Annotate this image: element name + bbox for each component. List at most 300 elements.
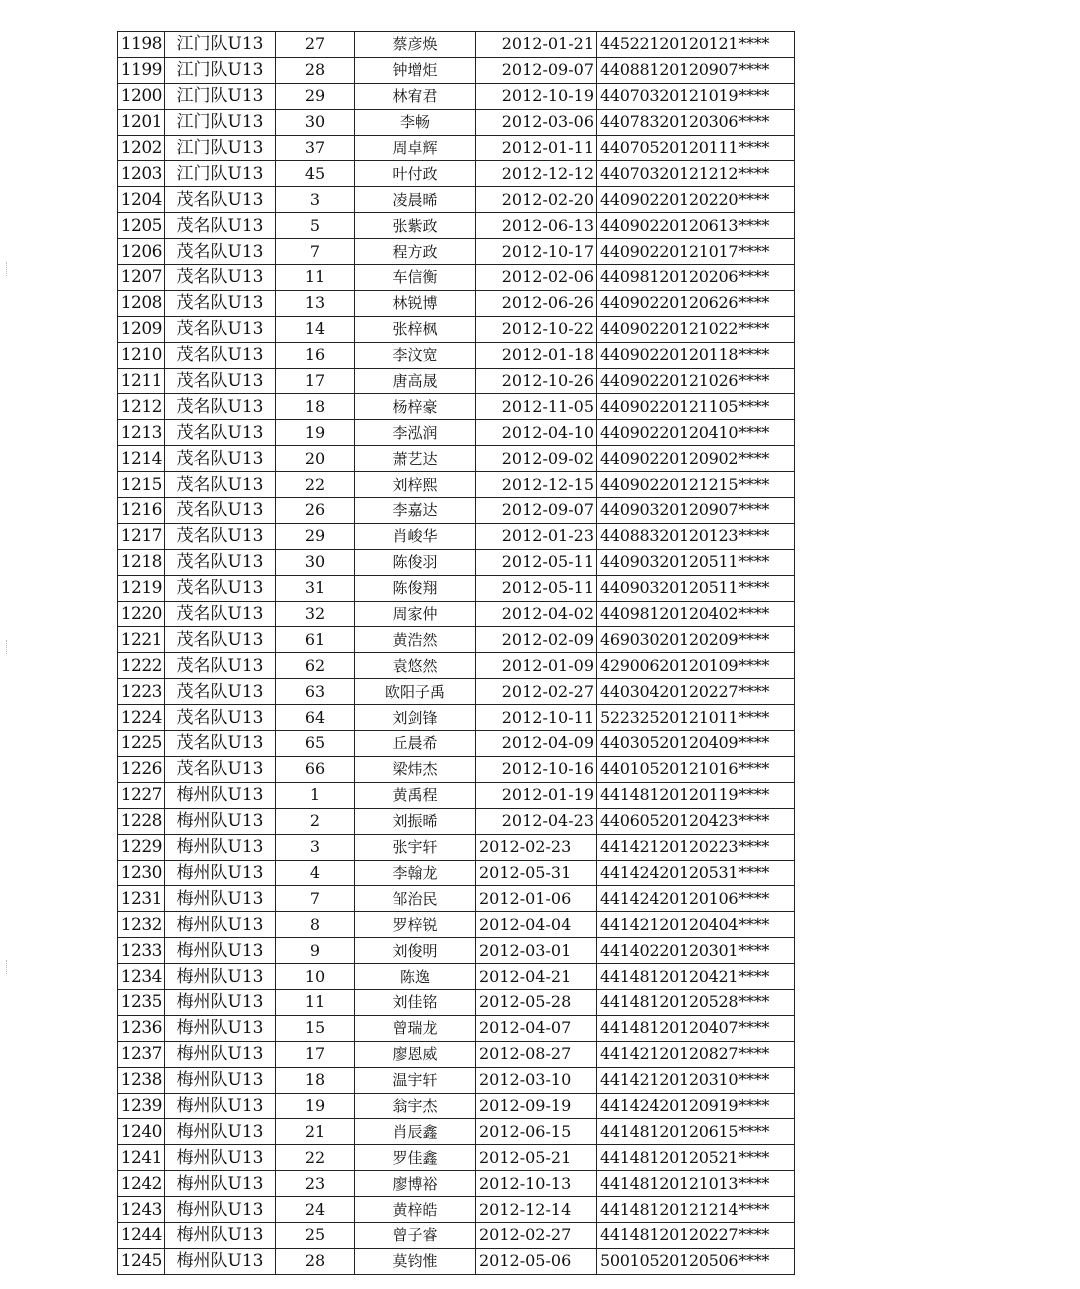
jersey-number-cell: 14 [276,316,355,342]
jersey-number-cell: 11 [276,989,355,1015]
team-cell: 茂名队U13 [165,679,276,705]
birth-date-cell: 2012-10-11 [476,705,597,731]
birth-date-cell: 2012-02-06 [476,265,597,291]
table-row [118,1145,795,1171]
table-row [118,627,795,653]
table-row [118,135,795,161]
player-name-cell: 杨梓豪 [355,394,476,420]
team-cell: 梅州队U13 [165,989,276,1015]
team-cell: 茂名队U13 [165,731,276,757]
jersey-number-cell: 16 [276,342,355,368]
player-name-cell: 陈俊翔 [355,575,476,601]
row-index-cell: 1215 [118,472,165,498]
jersey-number-cell: 65 [276,731,355,757]
table-body [118,32,795,1275]
team-cell: 梅州队U13 [165,1041,276,1067]
player-name-cell: 罗梓锐 [355,912,476,938]
id-number-cell: 44090320120907**** [597,498,795,524]
player-name-cell: 张梓枫 [355,316,476,342]
jersey-number-cell: 17 [276,1041,355,1067]
id-number-cell: 44090220120902**** [597,446,795,472]
id-number-cell: 44088320120123**** [597,523,795,549]
row-index-cell: 1236 [118,1015,165,1041]
team-cell: 茂名队U13 [165,187,276,213]
row-index-cell: 1243 [118,1197,165,1223]
id-number-cell: 44088120120907**** [597,57,795,83]
table-row [118,886,795,912]
player-name-cell: 李嘉达 [355,498,476,524]
jersey-number-cell: 28 [276,1248,355,1274]
row-index-cell: 1221 [118,627,165,653]
team-cell: 茂名队U13 [165,316,276,342]
table-row [118,549,795,575]
jersey-number-cell: 45 [276,161,355,187]
row-index-cell: 1208 [118,290,165,316]
birth-date-cell: 2012-04-04 [476,912,597,938]
player-name-cell: 凌晨晞 [355,187,476,213]
player-name-cell: 李翰龙 [355,860,476,886]
team-cell: 梅州队U13 [165,1015,276,1041]
birth-date-cell: 2012-09-02 [476,446,597,472]
table-row [118,1222,795,1248]
birth-date-cell: 2012-02-09 [476,627,597,653]
team-cell: 茂名队U13 [165,549,276,575]
table-row [118,808,795,834]
jersey-number-cell: 26 [276,498,355,524]
birth-date-cell: 2012-01-11 [476,135,597,161]
player-name-cell: 张宇轩 [355,834,476,860]
player-name-cell: 林宥君 [355,83,476,109]
birth-date-cell: 2012-02-27 [476,679,597,705]
row-index-cell: 1234 [118,964,165,990]
margin-mark [6,640,10,654]
table-row [118,1248,795,1274]
birth-date-cell: 2012-12-14 [476,1197,597,1223]
birth-date-cell: 2012-05-28 [476,989,597,1015]
row-index-cell: 1238 [118,1067,165,1093]
jersey-number-cell: 1 [276,782,355,808]
player-name-cell: 唐高晟 [355,368,476,394]
table-row [118,498,795,524]
table-row [118,912,795,938]
row-index-cell: 1230 [118,860,165,886]
table-row [118,187,795,213]
birth-date-cell: 2012-11-05 [476,394,597,420]
birth-date-cell: 2012-09-07 [476,57,597,83]
team-cell: 茂名队U13 [165,705,276,731]
id-number-cell: 44090220121017**** [597,239,795,265]
birth-date-cell: 2012-06-13 [476,213,597,239]
jersey-number-cell: 62 [276,653,355,679]
jersey-number-cell: 66 [276,756,355,782]
id-number-cell: 44148120121214**** [597,1197,795,1223]
id-number-cell: 44098120120402**** [597,601,795,627]
row-index-cell: 1225 [118,731,165,757]
id-number-cell: 44090220121105**** [597,394,795,420]
row-index-cell: 1209 [118,316,165,342]
id-number-cell: 44522120120121**** [597,32,795,58]
team-cell: 江门队U13 [165,135,276,161]
table-row [118,420,795,446]
id-number-cell: 44070320121212**** [597,161,795,187]
team-cell: 茂名队U13 [165,446,276,472]
id-number-cell: 44090220121026**** [597,368,795,394]
jersey-number-cell: 4 [276,860,355,886]
birth-date-cell: 2012-10-19 [476,83,597,109]
team-cell: 江门队U13 [165,83,276,109]
row-index-cell: 1239 [118,1093,165,1119]
row-index-cell: 1242 [118,1171,165,1197]
player-name-cell: 廖恩威 [355,1041,476,1067]
team-cell: 茂名队U13 [165,290,276,316]
jersey-number-cell: 2 [276,808,355,834]
player-name-cell: 袁悠然 [355,653,476,679]
player-name-cell: 欧阳子禹 [355,679,476,705]
birth-date-cell: 2012-04-09 [476,731,597,757]
id-number-cell: 44090220121215**** [597,472,795,498]
player-name-cell: 邹治民 [355,886,476,912]
player-name-cell: 周卓辉 [355,135,476,161]
row-index-cell: 1240 [118,1119,165,1145]
birth-date-cell: 2012-10-13 [476,1171,597,1197]
player-name-cell: 黄禹程 [355,782,476,808]
jersey-number-cell: 19 [276,1093,355,1119]
birth-date-cell: 2012-01-09 [476,653,597,679]
id-number-cell: 44090220120626**** [597,290,795,316]
row-index-cell: 1241 [118,1145,165,1171]
team-cell: 江门队U13 [165,161,276,187]
row-index-cell: 1229 [118,834,165,860]
table-row [118,1093,795,1119]
player-name-cell: 翁宇杰 [355,1093,476,1119]
id-number-cell: 44142420120531**** [597,860,795,886]
table-row [118,265,795,291]
table-row [118,679,795,705]
jersey-number-cell: 11 [276,265,355,291]
row-index-cell: 1217 [118,523,165,549]
birth-date-cell: 2012-08-27 [476,1041,597,1067]
row-index-cell: 1223 [118,679,165,705]
id-number-cell: 50010520120506**** [597,1248,795,1274]
row-index-cell: 1201 [118,109,165,135]
id-number-cell: 44142420120106**** [597,886,795,912]
birth-date-cell: 2012-04-21 [476,964,597,990]
player-name-cell: 刘梓熙 [355,472,476,498]
row-index-cell: 1211 [118,368,165,394]
birth-date-cell: 2012-02-20 [476,187,597,213]
player-name-cell: 廖博裕 [355,1171,476,1197]
player-name-cell: 黄浩然 [355,627,476,653]
row-index-cell: 1222 [118,653,165,679]
jersey-number-cell: 20 [276,446,355,472]
jersey-number-cell: 25 [276,1222,355,1248]
margin-mark [6,262,10,276]
table-row [118,1119,795,1145]
player-name-cell: 萧艺达 [355,446,476,472]
table-row [118,109,795,135]
jersey-number-cell: 10 [276,964,355,990]
id-number-cell: 44142120120404**** [597,912,795,938]
player-name-cell: 程方政 [355,239,476,265]
table-row [118,653,795,679]
jersey-number-cell: 61 [276,627,355,653]
row-index-cell: 1216 [118,498,165,524]
birth-date-cell: 2012-10-22 [476,316,597,342]
row-index-cell: 1220 [118,601,165,627]
birth-date-cell: 2012-09-19 [476,1093,597,1119]
team-cell: 梅州队U13 [165,1067,276,1093]
player-name-cell: 张紫政 [355,213,476,239]
row-index-cell: 1210 [118,342,165,368]
team-cell: 梅州队U13 [165,1171,276,1197]
birth-date-cell: 2012-10-26 [476,368,597,394]
table-row [118,32,795,58]
jersey-number-cell: 63 [276,679,355,705]
id-number-cell: 44090320120511**** [597,575,795,601]
player-name-cell: 李汶宽 [355,342,476,368]
row-index-cell: 1219 [118,575,165,601]
row-index-cell: 1205 [118,213,165,239]
row-index-cell: 1207 [118,265,165,291]
team-cell: 江门队U13 [165,32,276,58]
table-row [118,368,795,394]
team-cell: 茂名队U13 [165,472,276,498]
birth-date-cell: 2012-01-06 [476,886,597,912]
jersey-number-cell: 37 [276,135,355,161]
player-name-cell: 林锐博 [355,290,476,316]
jersey-number-cell: 22 [276,472,355,498]
id-number-cell: 44142120120310**** [597,1067,795,1093]
team-cell: 梅州队U13 [165,1145,276,1171]
row-index-cell: 1232 [118,912,165,938]
team-cell: 茂名队U13 [165,213,276,239]
birth-date-cell: 2012-05-11 [476,549,597,575]
row-index-cell: 1198 [118,32,165,58]
team-cell: 茂名队U13 [165,420,276,446]
player-name-cell: 肖峻华 [355,523,476,549]
jersey-number-cell: 29 [276,83,355,109]
table-row [118,989,795,1015]
player-name-cell: 刘振晞 [355,808,476,834]
team-cell: 茂名队U13 [165,239,276,265]
team-cell: 梅州队U13 [165,782,276,808]
player-name-cell: 蔡彦焕 [355,32,476,58]
id-number-cell: 44090220120220**** [597,187,795,213]
table-row [118,239,795,265]
team-cell: 茂名队U13 [165,368,276,394]
row-index-cell: 1231 [118,886,165,912]
jersey-number-cell: 30 [276,549,355,575]
table-row [118,938,795,964]
birth-date-cell: 2012-03-01 [476,938,597,964]
id-number-cell: 44090220120118**** [597,342,795,368]
row-index-cell: 1213 [118,420,165,446]
player-name-cell: 刘剑锋 [355,705,476,731]
id-number-cell: 46903020120209**** [597,627,795,653]
birth-date-cell: 2012-10-16 [476,756,597,782]
birth-date-cell: 2012-10-17 [476,239,597,265]
row-index-cell: 1226 [118,756,165,782]
team-cell: 梅州队U13 [165,1222,276,1248]
team-cell: 梅州队U13 [165,912,276,938]
player-name-cell: 钟增炬 [355,57,476,83]
player-name-cell: 叶付政 [355,161,476,187]
jersey-number-cell: 23 [276,1171,355,1197]
jersey-number-cell: 3 [276,187,355,213]
id-number-cell: 44030520120409**** [597,731,795,757]
table-row [118,1197,795,1223]
birth-date-cell: 2012-05-31 [476,860,597,886]
table-row [118,1041,795,1067]
player-registration-table [117,31,795,1275]
jersey-number-cell: 31 [276,575,355,601]
jersey-number-cell: 32 [276,601,355,627]
player-name-cell: 陈俊羽 [355,549,476,575]
jersey-number-cell: 13 [276,290,355,316]
birth-date-cell: 2012-01-19 [476,782,597,808]
birth-date-cell: 2012-04-07 [476,1015,597,1041]
birth-date-cell: 2012-01-23 [476,523,597,549]
team-cell: 茂名队U13 [165,653,276,679]
id-number-cell: 44140220120301**** [597,938,795,964]
id-number-cell: 44148120120421**** [597,964,795,990]
id-number-cell: 44090220120613**** [597,213,795,239]
jersey-number-cell: 18 [276,1067,355,1093]
team-cell: 梅州队U13 [165,1197,276,1223]
jersey-number-cell: 24 [276,1197,355,1223]
jersey-number-cell: 17 [276,368,355,394]
margin-mark [6,960,10,974]
table-row [118,1015,795,1041]
row-index-cell: 1206 [118,239,165,265]
team-cell: 茂名队U13 [165,498,276,524]
row-index-cell: 1203 [118,161,165,187]
table-row [118,601,795,627]
team-cell: 茂名队U13 [165,394,276,420]
id-number-cell: 44142120120827**** [597,1041,795,1067]
id-number-cell: 44010520121016**** [597,756,795,782]
birth-date-cell: 2012-01-21 [476,32,597,58]
player-name-cell: 刘佳铭 [355,989,476,1015]
id-number-cell: 42900620120109**** [597,653,795,679]
player-name-cell: 黄梓皓 [355,1197,476,1223]
team-cell: 茂名队U13 [165,265,276,291]
player-name-cell: 曾瑞龙 [355,1015,476,1041]
id-number-cell: 44070320121019**** [597,83,795,109]
jersey-number-cell: 7 [276,239,355,265]
id-number-cell: 52232520121011**** [597,705,795,731]
table-row [118,1067,795,1093]
team-cell: 梅州队U13 [165,808,276,834]
birth-date-cell: 2012-03-06 [476,109,597,135]
id-number-cell: 44098120120206**** [597,265,795,291]
table-row [118,213,795,239]
table-row [118,705,795,731]
jersey-number-cell: 29 [276,523,355,549]
team-cell: 茂名队U13 [165,601,276,627]
table-row [118,290,795,316]
birth-date-cell: 2012-04-10 [476,420,597,446]
row-index-cell: 1227 [118,782,165,808]
player-name-cell: 梁炜杰 [355,756,476,782]
birth-date-cell: 2012-09-07 [476,498,597,524]
birth-date-cell: 2012-06-26 [476,290,597,316]
team-cell: 梅州队U13 [165,860,276,886]
team-cell: 梅州队U13 [165,938,276,964]
id-number-cell: 44070520120111**** [597,135,795,161]
table-row [118,83,795,109]
table-row [118,394,795,420]
team-cell: 茂名队U13 [165,756,276,782]
birth-date-cell: 2012-04-02 [476,601,597,627]
table-row [118,964,795,990]
row-index-cell: 1228 [118,808,165,834]
table-row [118,57,795,83]
table-row [118,472,795,498]
jersey-number-cell: 3 [276,834,355,860]
team-cell: 梅州队U13 [165,964,276,990]
player-name-cell: 丘晨希 [355,731,476,757]
row-index-cell: 1237 [118,1041,165,1067]
jersey-number-cell: 15 [276,1015,355,1041]
row-index-cell: 1202 [118,135,165,161]
birth-date-cell: 2012-02-27 [476,1222,597,1248]
row-index-cell: 1245 [118,1248,165,1274]
team-cell: 梅州队U13 [165,886,276,912]
table-row [118,523,795,549]
jersey-number-cell: 64 [276,705,355,731]
birth-date-cell: 2012-04-23 [476,808,597,834]
birth-date-cell: 2012-12-15 [476,472,597,498]
birth-date-cell: 2012-06-15 [476,1119,597,1145]
birth-date-cell: 2012-03-10 [476,1067,597,1093]
table-row [118,161,795,187]
player-name-cell: 李畅 [355,109,476,135]
jersey-number-cell: 21 [276,1119,355,1145]
row-index-cell: 1244 [118,1222,165,1248]
table-row [118,342,795,368]
id-number-cell: 44148120120615**** [597,1119,795,1145]
table-row [118,446,795,472]
team-cell: 茂名队U13 [165,523,276,549]
row-index-cell: 1224 [118,705,165,731]
table-row [118,860,795,886]
id-number-cell: 44090320120511**** [597,549,795,575]
jersey-number-cell: 5 [276,213,355,239]
id-number-cell: 44142120120223**** [597,834,795,860]
row-index-cell: 1200 [118,83,165,109]
team-cell: 江门队U13 [165,57,276,83]
player-name-cell: 温宇轩 [355,1067,476,1093]
birth-date-cell: 2012-05-21 [476,1145,597,1171]
id-number-cell: 44148120120407**** [597,1015,795,1041]
id-number-cell: 44148120120521**** [597,1145,795,1171]
team-cell: 梅州队U13 [165,1248,276,1274]
table-row [118,575,795,601]
player-name-cell: 陈逸 [355,964,476,990]
player-name-cell: 曾子睿 [355,1222,476,1248]
team-cell: 江门队U13 [165,109,276,135]
id-number-cell: 44148120120227**** [597,1222,795,1248]
player-name-cell: 周家仲 [355,601,476,627]
row-index-cell: 1235 [118,989,165,1015]
birth-date-cell: 2012-01-18 [476,342,597,368]
birth-date-cell: 2012-05-11 [476,575,597,601]
birth-date-cell: 2012-05-06 [476,1248,597,1274]
team-cell: 梅州队U13 [165,1093,276,1119]
id-number-cell: 44090220121022**** [597,316,795,342]
jersey-number-cell: 8 [276,912,355,938]
